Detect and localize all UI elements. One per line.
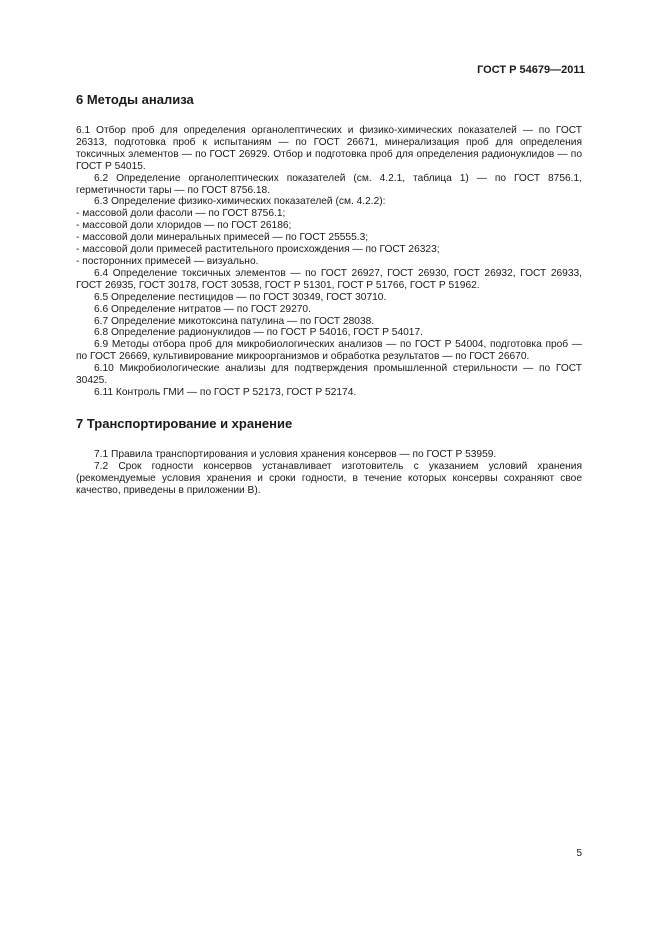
paragraph-6-5: 6.5 Определение пестицидов — по ГОСТ 30349, ГОСТ 30710.: [94, 291, 387, 303]
paragraph-7-1: 7.1 Правила транспортирования и условия хранения консервов — по ГОСТ Р 53959.: [94, 448, 497, 460]
paragraph-6-8: 6.8 Определение радионуклидов — по ГОСТ Р 54016, ГОСТ Р 54017.: [94, 327, 423, 339]
paragraph-6-1: 6.1 Отбор проб для определения органолептических и физико-химических показателей — по ГОСТ 26313, подготовка проб к испытаниям — по ГОСТ 26671, минерализация проб для определения токсичных элементов — по ГОСТ 26929. Отбор и подготовка проб для определения радионуклидов — по ГОСТ Р 54015.: [76, 125, 582, 172]
document-body: [76, 92, 582, 496]
page-number: 5: [576, 848, 582, 859]
paragraph-6-6: 6.6 Определение нитратов — по ГОСТ 29270.: [94, 303, 311, 315]
bullet-item: - посторонних примесей — визуально.: [76, 255, 259, 267]
paragraph-6-3: 6.3 Определение физико-химических показателей (см. 4.2.2):: [94, 196, 386, 208]
paragraph-6-11: 6.11 Контроль ГМИ — по ГОСТ Р 52173, ГОСТ Р 52174.: [94, 386, 357, 398]
section-7-title: 7 Транспортирование и хранение: [76, 415, 293, 431]
paragraph-6-10: 6.10 Микробиологические анализы для подтверждения промышленной стерильности — по ГОСТ 30425.: [76, 363, 582, 387]
bullet-item: - массовой доли фасоли — по ГОСТ 8756.1;: [76, 208, 286, 220]
paragraph-6-9: 6.9 Методы отбора проб для микробиологических анализов — по ГОСТ Р 54004, подготовка проб — по ГОСТ 26669, культивирование микроорганизмов и обработка результатов — по ГОСТ 26670.: [76, 339, 582, 363]
section-6-title: 6 Методы анализа: [76, 92, 194, 107]
paragraph-6-7: 6.7 Определение микотоксина патулина — по ГОСТ 28038.: [94, 315, 375, 327]
document-header: ГОСТ Р 54679—2011: [477, 64, 585, 76]
paragraph-6-4: 6.4 Определение токсичных элементов — по ГОСТ 26927, ГОСТ 26930, ГОСТ 26932, ГОСТ 26933, ГОСТ 26935, ГОСТ 30178, ГОСТ 30538, ГОСТ Р 51301, ГОСТ Р 51766, ГОСТ Р 51962.: [76, 267, 582, 291]
bullet-item: - массовой доли примесей растительного происхождения — по ГОСТ 26323;: [76, 244, 440, 256]
paragraph-7-2: 7.2 Срок годности консервов устанавливает изготовитель с указанием условий хранения (рекомендуемые условия хранения и сроки годности, в течение которых консервы сохраняют свое качество, приведены в приложении В).: [76, 460, 582, 496]
bullet-item: - массовой доли минеральных примесей — по ГОСТ 25555.3;: [76, 232, 369, 244]
paragraph-6-2: 6.2 Определение органолептических показателей (см. 4.2.1, таблица 1) — по ГОСТ 8756.1, герметичности тары — по ГОСТ 8756.18.: [76, 172, 582, 196]
bullet-item: - массовой доли хлоридов — по ГОСТ 26186;: [76, 220, 292, 232]
